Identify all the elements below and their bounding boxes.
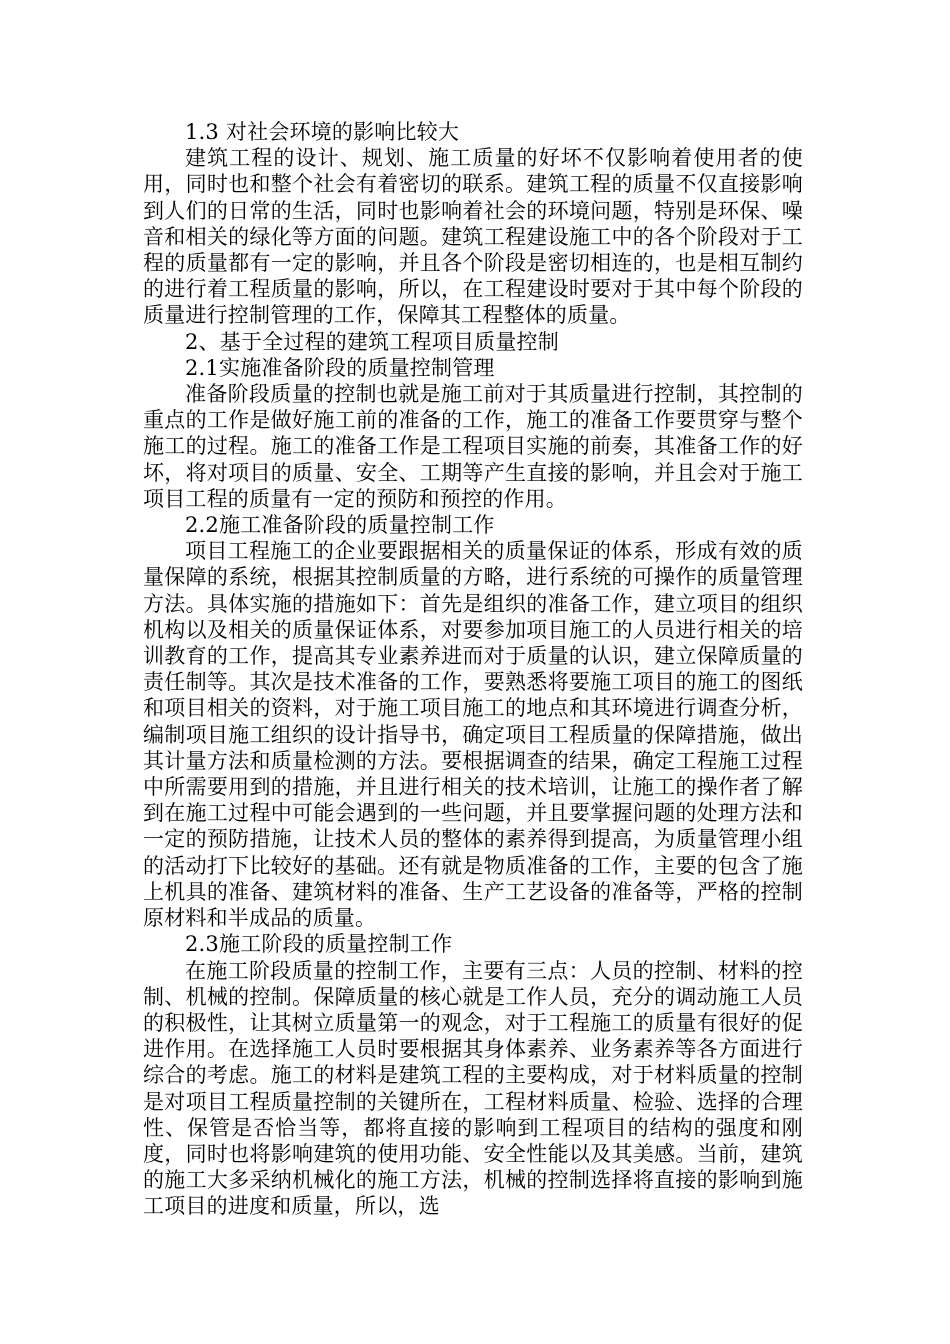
paragraph-preparation-stage: 准备阶段质量的控制也就是施工前对于其质量进行控制，其控制的重点的工作是做好施工前的准备的工作，施工的准备工作要贯穿与整个施工的过程。施工的准备工作是工程项目实施的前奏，其准备工作的好坏，将对项目的质量、安全、工期等产生直接的影响，并且会对于施工项目工程的质量有一定的预防和预控的作用。 xyxy=(143,382,803,511)
section-heading-2-3: 2.3施工阶段的质量控制工作 xyxy=(185,932,453,957)
paragraph-construction-stage: 在施工阶段质量的控制工作，主要有三点：人员的控制、材料的控制、机械的控制。保障质量的核心就是工作人员，充分的调动施工人员的积极性，让其树立质量第一的观念，对于工程施工的质量有很好的促进作用。在选择施工人员时要根据其身体素养、业务素养等各方面进行综合的考虑。施工的材料是建筑工程的主要构成，对于材料质量的控制是对项目工程质量控制的关键所在，工程材料质量、检验、选择的合理性、保管是否恰当等，都将直接的影响到工程项目的结构的强度和刚度，同时也将影响建筑的使用功能、安全性能以及其美感。当前，建筑的施工大多采纳机械化的施工方法，机械的控制选择将直接的影响到施工项目的进度和质量，所以，选 xyxy=(143,958,803,1219)
section-heading-2: 2、基于全过程的建筑工程项目质量控制 xyxy=(185,329,559,354)
paragraph-social-environment: 建筑工程的设计、规划、施工质量的好坏不仅影响着使用者的使用，同时也和整个社会有着密切的联系。建筑工程的质量不仅直接影响到人们的日常的生活，同时也影响着社会的环境问题，特别是环保、噪音和相关的绿化等方面的问题。建筑工程建设施工中的各个阶段对于工程的质量都有一定的影响，并且各个阶段是密切相连的，也是相互制约的进行着工程质量的影响，所以，在工程建设时要对于其中每个阶段的质量进行控制管理的工作，保障其工程整体的质量。 xyxy=(143,146,803,328)
document-page xyxy=(143,119,803,1220)
section-heading-2-1: 2.1实施准备阶段的质量控制管理 xyxy=(185,355,495,380)
section-heading-2-2: 2.2施工准备阶段的质量控制工作 xyxy=(185,513,495,538)
paragraph-construction-preparation: 项目工程施工的企业要跟据相关的质量保证的体系，形成有效的质量保障的系统，根据其控制质量的方略，进行系统的可操作的质量管理方法。具体实施的措施如下：首先是组织的准备工作，建立项目的组织机构以及相关的质量保证体系，对要参加项目施工的人员进行相关的培训教育的工作，提高其专业素养进而对于质量的认识，建立保障质量的责任制等。其次是技术准备的工作，要熟悉将要施工项目的施工的图纸和项目相关的资料，对于施工项目施工的地点和其环境进行调查分析，编制项目施工组织的设计指导书，确定项目工程质量的保障措施，做出其计量方法和质量检测的方法。要根据调查的结果，确定工程施工过程中所需要用到的措施，并且进行相关的技术培训，让施工的操作者了解到在施工过程中可能会遇到的一些问题，并且要掌握问题的处理方法和一定的预防措施，让技术人员的整体的素养得到提高，为质量管理小组的活动打下比较好的基础。还有就是物质准备的工作，主要的包含了施上机具的准备、建筑材料的准备、生产工艺设备的准备等，严格的控制原材料和半成品的质量。 xyxy=(143,539,803,931)
section-heading-1-3: 1.3 对社会环境的影响比较大 xyxy=(185,120,460,144)
